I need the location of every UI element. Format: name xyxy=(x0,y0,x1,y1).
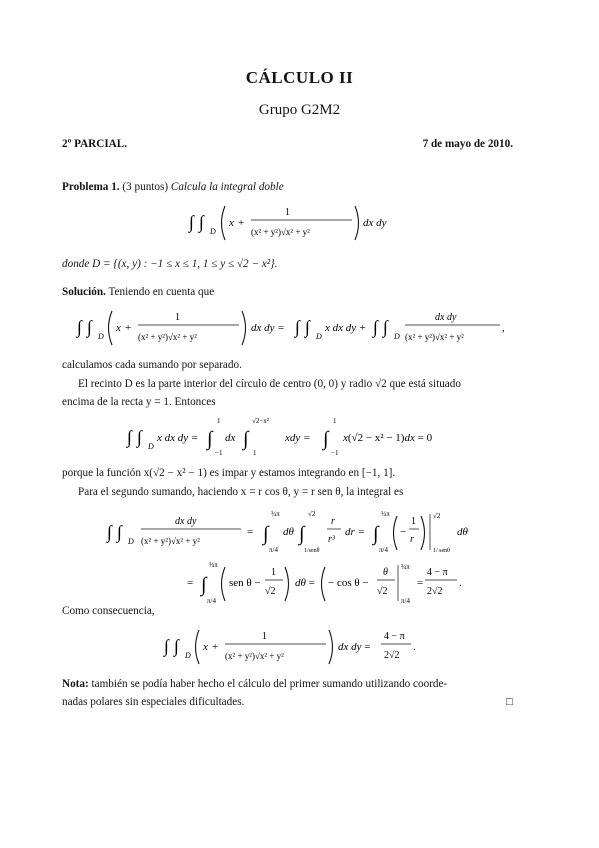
svg-text:∫: ∫ xyxy=(77,317,82,337)
svg-text:∫: ∫ xyxy=(174,636,179,656)
problem-domain: donde D = {(x, y) : −1 ≤ x ≤ 1, 1 ≤ y ≤ √2 − x²}. xyxy=(62,258,278,270)
svg-text:(x² + y²)√x² + y²: (x² + y²)√x² + y² xyxy=(225,651,284,661)
svg-text:(x² + y²)√x² + y²: (x² + y²)√x² + y² xyxy=(141,536,200,546)
svg-text:2√2: 2√2 xyxy=(384,650,400,661)
solution-recinto-1: El recinto D es la parte interior del círculo de centro (0, 0) y radio √2 que está situado xyxy=(78,378,461,390)
svg-text:∫: ∫ xyxy=(295,317,300,337)
nota-line-1 xyxy=(62,677,447,691)
solution-label: Solución. xyxy=(62,286,106,298)
nota-line-2: nadas polares sin especiales dificultades. xyxy=(62,696,245,708)
svg-text:,: , xyxy=(502,322,505,334)
problem-points: (3 puntos) xyxy=(122,181,169,193)
svg-text:D: D xyxy=(148,442,154,451)
svg-text:1/ senθ: 1/ senθ xyxy=(433,548,451,554)
svg-text:∫: ∫ xyxy=(201,574,207,596)
svg-text:−: − xyxy=(400,526,407,538)
svg-text:−1: −1 xyxy=(331,449,339,457)
svg-text:+: + xyxy=(125,322,132,334)
svg-text:4 − π: 4 − π xyxy=(384,631,405,642)
solution-segundo: Para el segundo sumando, haciendo x = r cos θ, y = r sen θ, la integral es xyxy=(78,486,404,498)
solution-porque: porque la función x(√2 − x² − 1) es impar y estamos integrando en [−1, 1]. xyxy=(62,467,396,479)
svg-text:1: 1 xyxy=(262,631,267,642)
svg-text:¾π: ¾π xyxy=(381,510,390,518)
svg-text:.: . xyxy=(413,641,416,653)
svg-text:.: . xyxy=(459,577,462,589)
svg-text:π/4: π/4 xyxy=(207,597,216,605)
equation-first-summand xyxy=(125,413,465,461)
svg-text:∫: ∫ xyxy=(299,523,305,545)
svg-text:√2: √2 xyxy=(433,512,441,520)
qed-symbol: □ xyxy=(506,696,513,708)
svg-text:dθ =: dθ = xyxy=(295,577,315,589)
svg-text:∫: ∫ xyxy=(199,212,204,232)
exam-label: 2º PARCIAL. xyxy=(62,138,128,150)
page-title: CÁLCULO II xyxy=(245,68,354,87)
problem-text: Calcula la integral doble xyxy=(170,181,284,193)
svg-text:1: 1 xyxy=(253,449,257,457)
svg-text:=: = xyxy=(247,526,254,538)
solution-separately: calculamos cada sumando por separado. xyxy=(62,359,242,371)
svg-text:1: 1 xyxy=(285,207,290,218)
exam-date: 7 de mayo de 2010. xyxy=(422,138,513,150)
equation-polar-result xyxy=(425,557,485,607)
equation-polar-2 xyxy=(185,557,445,607)
svg-text:−1: −1 xyxy=(215,449,223,457)
svg-text:r³: r³ xyxy=(328,534,335,545)
svg-text:x: x xyxy=(116,322,121,334)
svg-text:¾π: ¾π xyxy=(401,563,410,571)
svg-text:∫: ∫ xyxy=(323,428,329,450)
svg-text:∫: ∫ xyxy=(137,427,142,447)
svg-text:(x² + y²)√x² + y²: (x² + y²)√x² + y² xyxy=(138,332,197,342)
svg-text:x dx dy =: x dx dy = xyxy=(157,432,199,444)
svg-text:D: D xyxy=(210,227,216,236)
svg-text:∫: ∫ xyxy=(243,428,249,450)
problem-statement xyxy=(62,180,284,194)
nota-text-1: también se podía haber hecho el cálculo del primer sumando utilizando coorde- xyxy=(91,678,448,690)
svg-text:dx: dx xyxy=(225,432,236,444)
svg-text:π/4: π/4 xyxy=(401,597,410,605)
svg-text:dx dy: dx dy xyxy=(435,312,457,323)
svg-text:D: D xyxy=(185,651,191,660)
svg-text:=: = xyxy=(417,577,424,589)
svg-text:x: x xyxy=(203,641,208,653)
svg-text:1: 1 xyxy=(411,516,416,527)
svg-text:(x² + y²)√x² + y²: (x² + y²)√x² + y² xyxy=(405,332,464,342)
svg-text:√2: √2 xyxy=(265,586,276,597)
svg-text:∫: ∫ xyxy=(87,317,92,337)
svg-text:x: x xyxy=(229,217,234,229)
equation-problem-integral xyxy=(185,198,415,248)
svg-text:xdy =: xdy = xyxy=(285,432,311,444)
svg-text:∫: ∫ xyxy=(373,523,379,545)
solution-consecuencia: Como consecuencia, xyxy=(62,605,155,617)
equation-decomposition xyxy=(75,303,515,353)
svg-text:D: D xyxy=(98,332,104,341)
svg-text:r: r xyxy=(410,534,414,545)
svg-text:¾π: ¾π xyxy=(271,510,280,518)
svg-text:¾π: ¾π xyxy=(209,561,218,569)
svg-text:dθ: dθ xyxy=(457,526,468,538)
svg-text:dx dy =: dx dy = xyxy=(338,641,371,653)
svg-text:(x² + y²)√x² + y²: (x² + y²)√x² + y² xyxy=(251,227,310,237)
svg-text:√2: √2 xyxy=(308,510,316,518)
svg-text:− cos θ −: − cos θ − xyxy=(328,577,369,589)
svg-text:∫: ∫ xyxy=(263,523,269,545)
svg-text:π/4: π/4 xyxy=(379,546,388,554)
page-subtitle: Grupo G2M2 xyxy=(258,102,341,118)
svg-text:θ: θ xyxy=(383,567,388,578)
svg-text:2√2: 2√2 xyxy=(427,586,443,597)
svg-text:∫: ∫ xyxy=(189,212,194,232)
svg-text:∫: ∫ xyxy=(107,522,112,542)
svg-text:dθ: dθ xyxy=(283,526,294,538)
solution-recinto-2: encima de la recta y = 1. Entonces xyxy=(62,396,216,408)
svg-text:+: + xyxy=(212,641,219,653)
nota-label: Nota: xyxy=(62,678,89,690)
svg-text:∫: ∫ xyxy=(373,317,378,337)
svg-text:dx dy: dx dy xyxy=(175,516,197,527)
svg-text:D: D xyxy=(394,332,400,341)
svg-text:∫: ∫ xyxy=(207,428,213,450)
problem-label: Problema 1. xyxy=(62,181,120,193)
svg-text:∫: ∫ xyxy=(117,522,122,542)
svg-text:r: r xyxy=(331,516,335,527)
svg-text:x(√2 − x² − 1)dx = 0: x(√2 − x² − 1)dx = 0 xyxy=(343,432,433,444)
svg-text:√2−x²: √2−x² xyxy=(252,417,269,425)
svg-text:1/senθ: 1/senθ xyxy=(304,548,320,554)
svg-text:π/4: π/4 xyxy=(269,546,278,554)
svg-text:D: D xyxy=(128,537,134,546)
equation-final xyxy=(162,622,442,672)
svg-text:√2: √2 xyxy=(377,586,388,597)
solution-intro-text: Teniendo en cuenta que xyxy=(108,286,215,298)
svg-text:4 − π: 4 − π xyxy=(427,567,448,578)
svg-text:1: 1 xyxy=(271,567,276,578)
svg-text:=: = xyxy=(187,577,194,589)
svg-text:dx dy: dx dy xyxy=(363,217,387,229)
svg-text:∫: ∫ xyxy=(127,427,132,447)
svg-text:∫: ∫ xyxy=(164,636,169,656)
svg-text:1: 1 xyxy=(175,312,180,323)
equation-polar-1 xyxy=(105,506,505,556)
svg-text:∫: ∫ xyxy=(305,317,310,337)
svg-text:+: + xyxy=(238,217,245,229)
svg-text:1: 1 xyxy=(333,417,337,425)
svg-text:dr =: dr = xyxy=(345,526,365,538)
svg-text:∫: ∫ xyxy=(383,317,388,337)
svg-text:1: 1 xyxy=(217,417,221,425)
svg-text:D: D xyxy=(316,332,322,341)
solution-intro xyxy=(62,285,214,299)
svg-text:sen θ −: sen θ − xyxy=(229,577,261,589)
svg-text:x dx dy +: x dx dy + xyxy=(325,322,367,334)
svg-text:dx dy =: dx dy = xyxy=(251,322,285,334)
